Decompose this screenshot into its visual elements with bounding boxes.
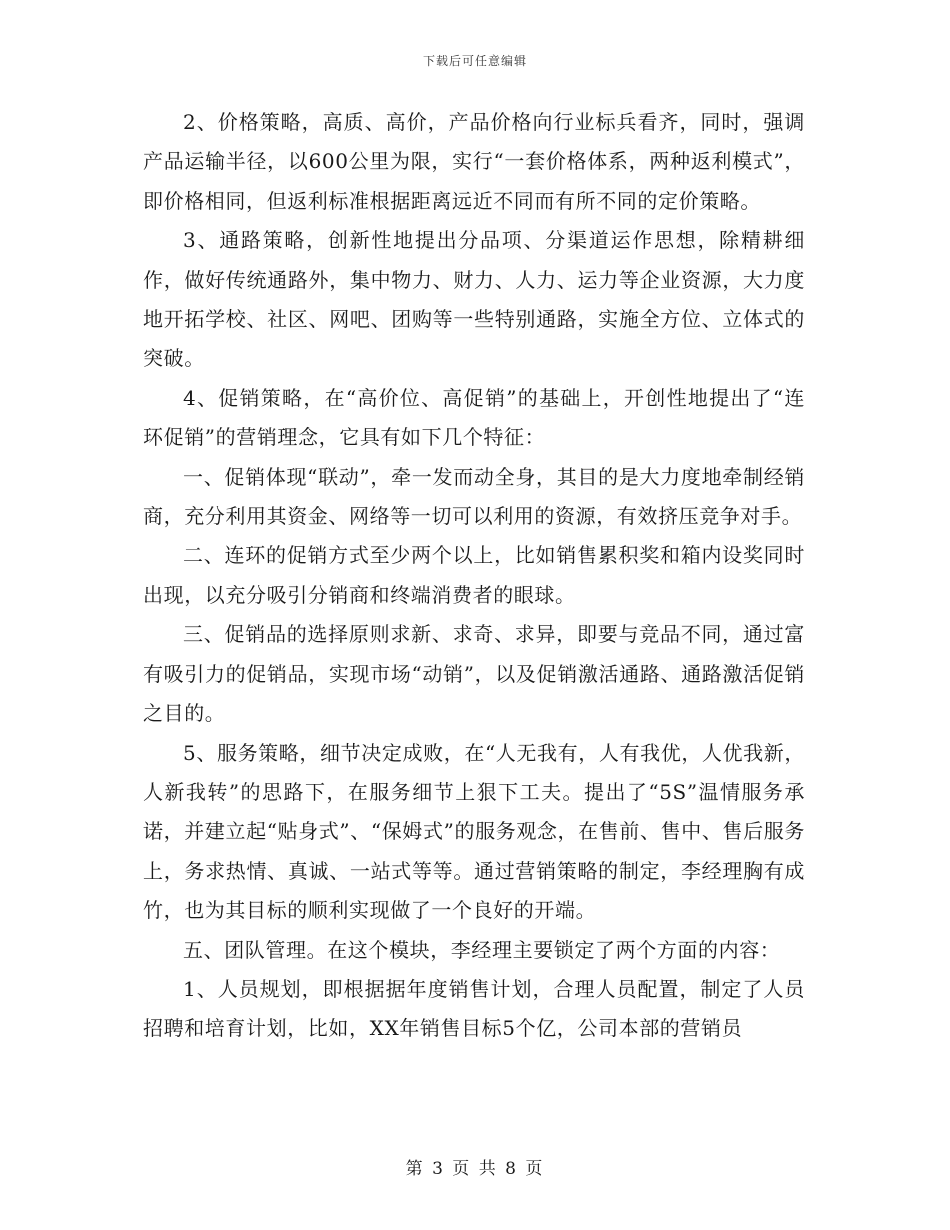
paragraph-promotion-feature-3: 三、促销品的选择原则求新、求奇、求异，即要与竞品不同，通过富有吸引力的促销品，实现市场“动销”，以及促销激活通路、通路激活促销之目的。 <box>143 622 805 726</box>
page-header: 下载后可任意编辑 <box>422 54 527 68</box>
paragraph-promotion-strategy: 4、促销策略，在“高价位、高促销”的基础上，开创性地提出了“连环促销”的营销理念，它具有如下几个特征： <box>143 385 805 450</box>
paragraph-staff-planning: 1、人员规划，即根据据年度销售计划，合理人员配置，制定了人员招聘和培育计划，比如，XX年销售目标5个亿，公司本部的营销员 <box>143 976 805 1041</box>
paragraph-service-strategy: 5、服务策略，细节决定成败，在“人无我有，人有我优，人优我新，人新我转”的思路下，在服务细节上狠下工夫。提出了“5S”温情服务承诺，并建立起“贴身式”、“保姆式”的服务观念，在售前、售中、售后服务上，务求热情、真诚、一站式等等。通过营销策略的制定，李经理胸有成竹，也为其目标的顺利实现做了一个良好的开端。 <box>143 740 805 923</box>
paragraph-team-management: 五、团队管理。在这个模块，李经理主要锁定了两个方面的内容： <box>183 937 781 962</box>
paragraph-promotion-feature-2: 二、连环的促销方式至少两个以上，比如销售累积奖和箱内设奖同时出现，以充分吸引分销商和终端消费者的眼球。 <box>143 543 805 607</box>
page-number: 第 3 页 共 8 页 <box>405 1159 545 1179</box>
paragraph-price-strategy: 2、价格策略，高质、高价，产品价格向行业标兵看齐，同时，强调产品运输半径，以600公里为限，实行“一套价格体系，两种返利模式”，即价格相同，但返利标准根据距离远近不同而有所不同的定价策略。 <box>143 110 805 213</box>
paragraph-channel-strategy: 3、通路策略，创新性地提出分品项、分渠道运作思想，除精耕细作，做好传统通路外，集中物力、财力、人力、运力等企业资源，大力度地开拓学校、社区、网吧、团购等一些特别通路，实施全方位、立体式的突破。 <box>143 228 805 371</box>
paragraph-promotion-feature-1: 一、促销体现“联动”，牵一发而动全身，其目的是大力度地牵制经销商，充分利用其资金、网络等一切可以利用的资源，有效挤压竞争对手。 <box>143 464 805 529</box>
document-body <box>143 103 805 1049</box>
